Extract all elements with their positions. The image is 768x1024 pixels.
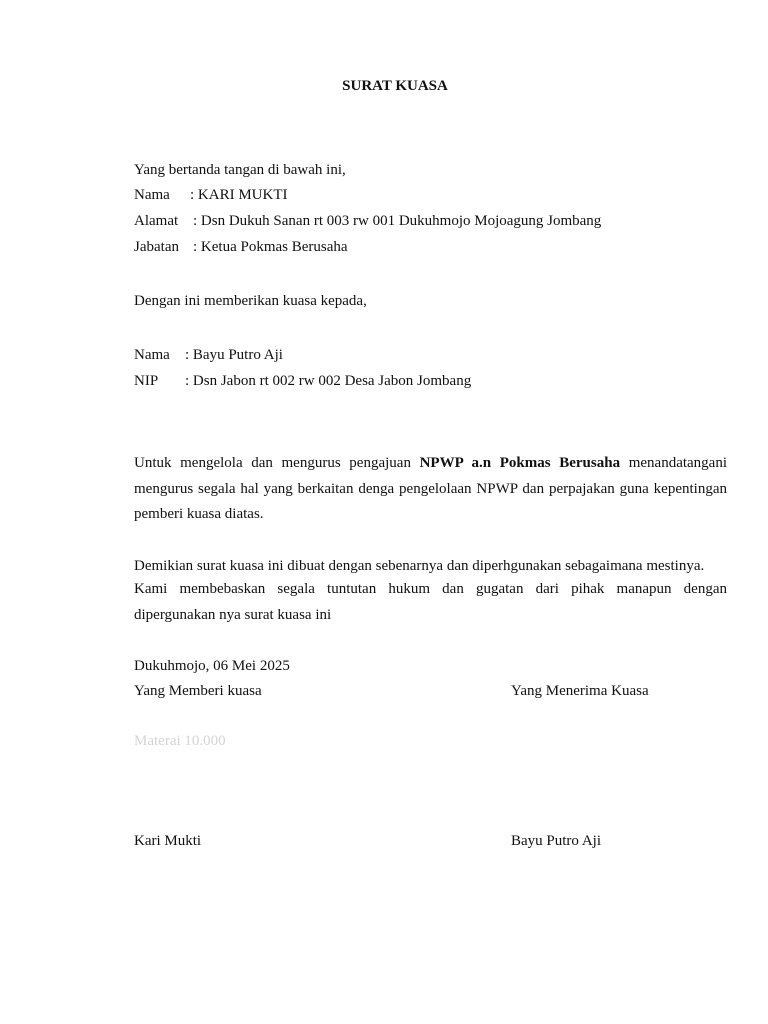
grantee-signature-name: Bayu Putro Aji	[511, 833, 602, 849]
liability-statement: Kami membebaskan segala tuntutan hukum dan gugatan dari pihak manapun dengan dipergunakan nya surat kuasa ini	[134, 581, 727, 623]
grantor-position-value: : Ketua Pokmas Berusaha	[193, 239, 348, 255]
intro-text: Yang bertanda tangan di bawah ini,	[134, 162, 346, 178]
grantor-signature-name: Kari Mukti	[134, 833, 202, 849]
grantee-role: Yang Menerima Kuasa	[511, 683, 649, 699]
grant-statement: Dengan ini memberikan kuasa kepada,	[134, 293, 367, 309]
purpose-paragraph	[134, 451, 727, 528]
grantor-name-label: Nama	[134, 187, 170, 203]
grantor-position-label: Jabatan	[134, 239, 179, 255]
grantee-name-label: Nama	[134, 347, 170, 363]
purpose-text-before: Untuk mengelola dan mengurus pengajuan	[134, 455, 420, 471]
grantor-role: Yang Memberi kuasa	[134, 683, 262, 699]
closing-statement: Demikian surat kuasa ini dibuat dengan sebenarnya dan diperhgunakan sebagaimana mestinya.	[134, 558, 705, 574]
purpose-text-bold: NPWP a.n Pokmas Berusaha	[419, 455, 621, 471]
stamp-placeholder: Materai 10.000	[134, 733, 226, 749]
purpose-text-after: menandatangani mengurus segala hal yang berkaitan denga pengelolaan NPWP dan perpajakan guna kepentingan pemberi kuasa diatas.	[134, 455, 727, 522]
grantee-name-value: : Bayu Putro Aji	[185, 347, 283, 363]
grantee-nip-value: : Dsn Jabon rt 002 rw 002 Desa Jabon Jombang	[185, 373, 472, 389]
document-title: SURAT KUASA	[342, 78, 448, 94]
grantee-nip-label: NIP	[134, 373, 159, 389]
grantor-address-label: Alamat	[134, 213, 179, 229]
grantor-name-value: : KARI MUKTI	[190, 187, 288, 203]
grantor-address-value: : Dsn Dukuh Sanan rt 003 rw 001 Dukuhmojo Mojoagung Jombang	[193, 213, 602, 229]
place-date: Dukuhmojo, 06 Mei 2025	[134, 658, 290, 674]
